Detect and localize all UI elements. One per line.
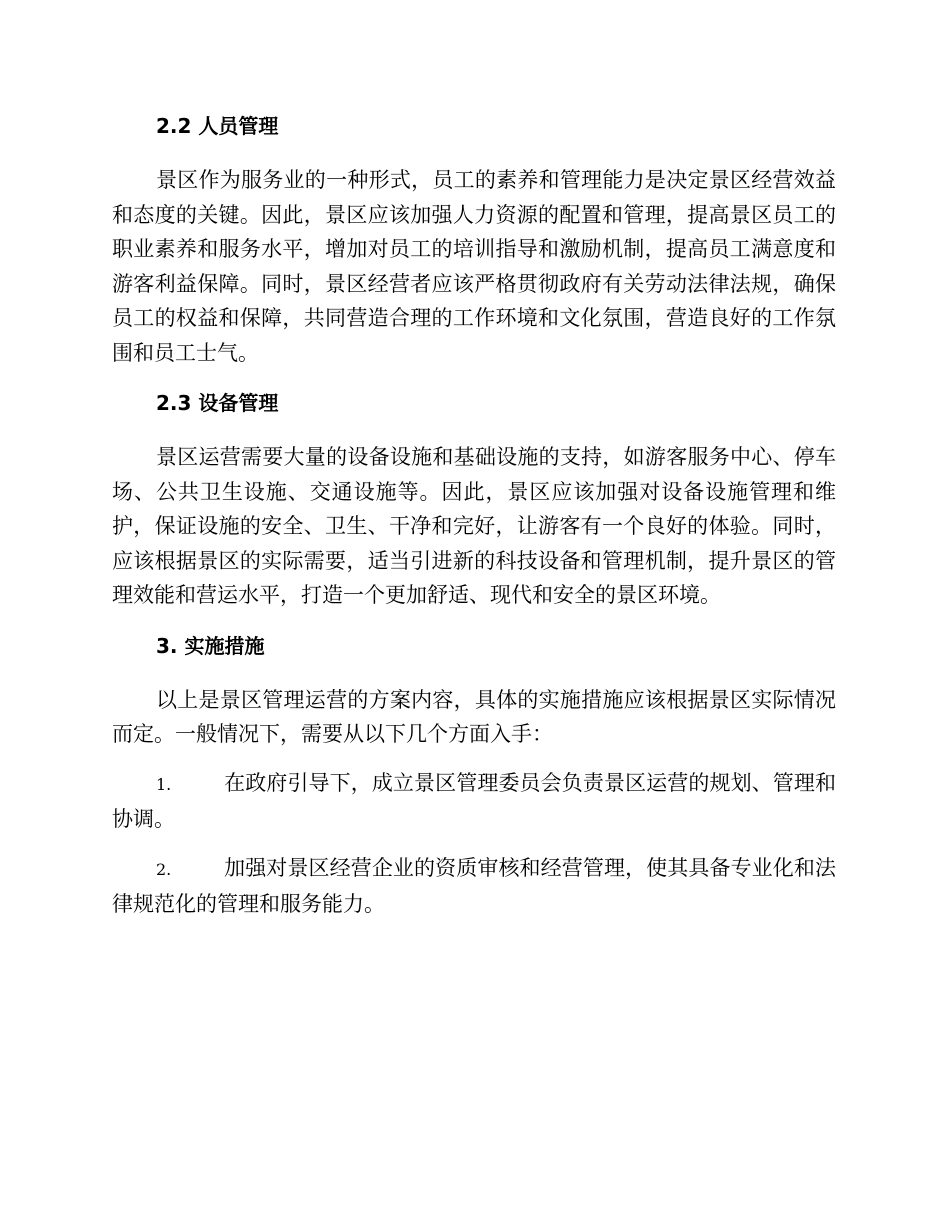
section-paragraph-personnel: 景区作为服务业的一种形式，员工的素养和管理能力是决定景区经营效益和态度的关键。因此，景区应该加强人力资源的配置和管理，提高景区员工的职业素养和服务水平，增加对员工的培训指导和激励机制，提高员工满意度和游客利益保障。同时，景区经营者应该严格贯彻政府有关劳动法律法规，确保员工的权益和保障，共同营造合理的工作环境和文化氛围，营造良好的工作氛围和员工士气。	[112, 168, 836, 365]
list-item-text: 在政府引导下，成立景区管理委员会负责景区运营的规划、管理和协调。	[112, 770, 836, 831]
section-heading-implementation: 3. 实施措施	[156, 633, 265, 658]
section-heading-equipment: 2.3 设备管理	[156, 391, 279, 415]
list-item	[112, 851, 836, 922]
document-content	[112, 106, 836, 922]
list-item-number: 1.	[156, 774, 172, 794]
list-item	[112, 766, 836, 837]
section-paragraph-implementation: 以上是景区管理运营的方案内容，具体的实施措施应该根据景区实际情况而定。一般情况下，需要从以下几个方面入手：	[112, 687, 836, 746]
list-item-text: 加强对景区经营企业的资质审核和经营管理，使其具备专业化和法律规范化的管理和服务能力。	[112, 855, 836, 916]
section-heading-personnel: 2.2 人员管理	[156, 114, 279, 138]
list-item-number: 2.	[156, 859, 172, 879]
section-paragraph-equipment: 景区运营需要大量的设备设施和基础设施的支持，如游客服务中心、停车场、公共卫生设施、交通设施等。因此，景区应该加强对设备设施管理和维护，保证设施的安全、卫生、干净和完好，让游客有一个良好的体验。同时，应该根据景区的实际需要，适当引进新的科技设备和管理机制，提升景区的管理效能和营运水平，打造一个更加舒适、现代和安全的景区环境。	[112, 445, 836, 607]
